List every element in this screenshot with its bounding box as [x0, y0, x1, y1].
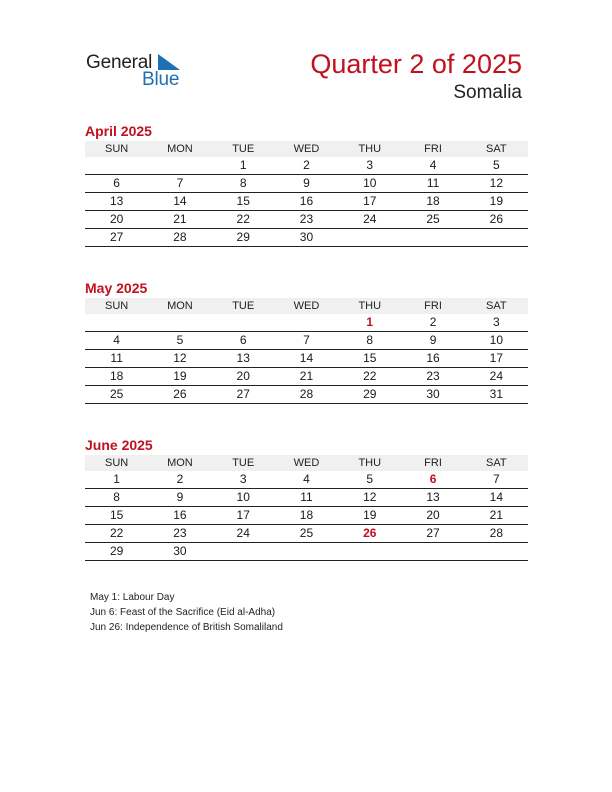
weekday-header: SAT: [465, 455, 528, 471]
weekday-header: SAT: [465, 141, 528, 157]
day-cell: 29: [85, 543, 148, 561]
day-cell: 8: [212, 175, 275, 193]
logo-text-blue: Blue: [142, 69, 180, 90]
empty-day-cell: [401, 229, 464, 247]
logo: [86, 52, 196, 92]
day-cell: 17: [212, 507, 275, 525]
empty-day-cell: [85, 314, 148, 332]
day-cell: 14: [275, 350, 338, 368]
day-cell: 20: [85, 211, 148, 229]
day-cell: 11: [85, 350, 148, 368]
week-row: [85, 489, 528, 507]
week-row: [85, 211, 528, 229]
day-cell: 5: [148, 332, 211, 350]
weekday-header: SUN: [85, 455, 148, 471]
day-cell: 7: [275, 332, 338, 350]
day-cell: 5: [465, 157, 528, 175]
day-cell: 21: [148, 211, 211, 229]
day-cell: 27: [212, 386, 275, 404]
day-cell: 15: [338, 350, 401, 368]
day-cell: 24: [465, 368, 528, 386]
day-cell: 10: [465, 332, 528, 350]
empty-day-cell: [401, 543, 464, 561]
week-row: [85, 386, 528, 404]
day-cell: 19: [148, 368, 211, 386]
weekday-header: WED: [275, 455, 338, 471]
month-calendar-table: [85, 298, 528, 404]
week-row: [85, 350, 528, 368]
weekday-header: SUN: [85, 298, 148, 314]
day-cell: 19: [338, 507, 401, 525]
holiday-note: Jun 6: Feast of the Sacrifice (Eid al-Adha): [90, 607, 276, 618]
weekday-header: THU: [338, 298, 401, 314]
country-name: Somalia: [453, 82, 522, 103]
logo-text-general: General: [86, 52, 153, 73]
day-cell: 15: [212, 193, 275, 211]
day-cell: 9: [401, 332, 464, 350]
day-cell: 17: [338, 193, 401, 211]
month-block-april: [85, 122, 528, 247]
day-cell: 3: [212, 471, 275, 489]
day-cell: 1: [85, 471, 148, 489]
day-cell: 30: [401, 386, 464, 404]
day-cell: 29: [338, 386, 401, 404]
day-cell: 9: [148, 489, 211, 507]
weekday-header: SAT: [465, 298, 528, 314]
day-cell: 6: [401, 471, 464, 489]
day-cell: 11: [275, 489, 338, 507]
day-cell: 13: [401, 489, 464, 507]
day-cell: 31: [465, 386, 528, 404]
week-row: [85, 175, 528, 193]
day-cell: 4: [401, 157, 464, 175]
day-cell: 22: [338, 368, 401, 386]
day-cell: 26: [148, 386, 211, 404]
weekday-header: FRI: [401, 455, 464, 471]
day-cell: 10: [338, 175, 401, 193]
weekday-header: WED: [275, 298, 338, 314]
day-cell: 10: [212, 489, 275, 507]
day-cell: 8: [338, 332, 401, 350]
day-cell: 17: [465, 350, 528, 368]
day-cell: 4: [85, 332, 148, 350]
day-cell: 25: [401, 211, 464, 229]
week-row: [85, 368, 528, 386]
day-cell: 14: [465, 489, 528, 507]
day-cell: 11: [401, 175, 464, 193]
month-title: May 2025: [85, 280, 148, 296]
week-row: [85, 229, 528, 247]
month-title: June 2025: [85, 437, 153, 453]
week-row: [85, 507, 528, 525]
day-cell: 22: [85, 525, 148, 543]
day-cell: 16: [401, 350, 464, 368]
day-cell: 28: [275, 386, 338, 404]
day-cell: 7: [465, 471, 528, 489]
day-cell: 6: [85, 175, 148, 193]
day-cell: 25: [85, 386, 148, 404]
empty-day-cell: [275, 314, 338, 332]
empty-day-cell: [338, 229, 401, 247]
weekday-header: TUE: [212, 298, 275, 314]
day-cell: 21: [465, 507, 528, 525]
day-cell: 12: [338, 489, 401, 507]
week-row: [85, 332, 528, 350]
day-cell: 5: [338, 471, 401, 489]
weekday-header: FRI: [401, 298, 464, 314]
day-cell: 20: [401, 507, 464, 525]
weekday-header: TUE: [212, 455, 275, 471]
day-cell: 2: [148, 471, 211, 489]
day-cell: 20: [212, 368, 275, 386]
weekday-header: THU: [338, 141, 401, 157]
week-row: [85, 157, 528, 175]
day-cell: 28: [465, 525, 528, 543]
weekday-header: MON: [148, 298, 211, 314]
month-calendar-table: [85, 141, 528, 247]
empty-day-cell: [275, 543, 338, 561]
empty-day-cell: [148, 157, 211, 175]
empty-day-cell: [465, 229, 528, 247]
day-cell: 25: [275, 525, 338, 543]
weekday-header: FRI: [401, 141, 464, 157]
day-cell: 4: [275, 471, 338, 489]
day-cell: 19: [465, 193, 528, 211]
day-cell: 28: [148, 229, 211, 247]
empty-day-cell: [212, 543, 275, 561]
day-cell: 1: [212, 157, 275, 175]
day-cell: 23: [148, 525, 211, 543]
weekday-header: THU: [338, 455, 401, 471]
week-row: [85, 471, 528, 489]
day-cell: 3: [338, 157, 401, 175]
day-cell: 18: [85, 368, 148, 386]
day-cell: 12: [465, 175, 528, 193]
weekday-header: TUE: [212, 141, 275, 157]
empty-day-cell: [465, 543, 528, 561]
day-cell: 21: [275, 368, 338, 386]
day-cell: 9: [275, 175, 338, 193]
day-cell: 2: [275, 157, 338, 175]
day-cell: 18: [401, 193, 464, 211]
day-cell: 27: [85, 229, 148, 247]
day-cell: 26: [465, 211, 528, 229]
day-cell: 13: [212, 350, 275, 368]
holiday-note: May 1: Labour Day: [90, 592, 175, 603]
day-cell: 22: [212, 211, 275, 229]
empty-day-cell: [148, 314, 211, 332]
day-cell: 16: [148, 507, 211, 525]
week-row: [85, 525, 528, 543]
week-row: [85, 193, 528, 211]
day-cell: 14: [148, 193, 211, 211]
week-row: [85, 314, 528, 332]
day-cell: 7: [148, 175, 211, 193]
month-block-june: [85, 436, 528, 561]
empty-day-cell: [338, 543, 401, 561]
empty-day-cell: [85, 157, 148, 175]
day-cell: 26: [338, 525, 401, 543]
day-cell: 15: [85, 507, 148, 525]
month-block-may: [85, 279, 528, 404]
day-cell: 13: [85, 193, 148, 211]
day-cell: 1: [338, 314, 401, 332]
day-cell: 12: [148, 350, 211, 368]
day-cell: 30: [148, 543, 211, 561]
day-cell: 6: [212, 332, 275, 350]
empty-day-cell: [212, 314, 275, 332]
day-cell: 3: [465, 314, 528, 332]
weekday-header: MON: [148, 455, 211, 471]
day-cell: 24: [338, 211, 401, 229]
day-cell: 23: [401, 368, 464, 386]
day-cell: 8: [85, 489, 148, 507]
holiday-note: Jun 26: Independence of British Somaliland: [90, 622, 283, 633]
day-cell: 23: [275, 211, 338, 229]
page-title: Quarter 2 of 2025: [310, 49, 522, 79]
week-row: [85, 543, 528, 561]
month-title: April 2025: [85, 123, 152, 139]
day-cell: 29: [212, 229, 275, 247]
day-cell: 27: [401, 525, 464, 543]
day-cell: 2: [401, 314, 464, 332]
day-cell: 18: [275, 507, 338, 525]
holiday-notes: [90, 590, 283, 635]
day-cell: 30: [275, 229, 338, 247]
weekday-header: MON: [148, 141, 211, 157]
day-cell: 16: [275, 193, 338, 211]
weekday-header: WED: [275, 141, 338, 157]
day-cell: 24: [212, 525, 275, 543]
month-calendar-table: [85, 455, 528, 561]
weekday-header: SUN: [85, 141, 148, 157]
